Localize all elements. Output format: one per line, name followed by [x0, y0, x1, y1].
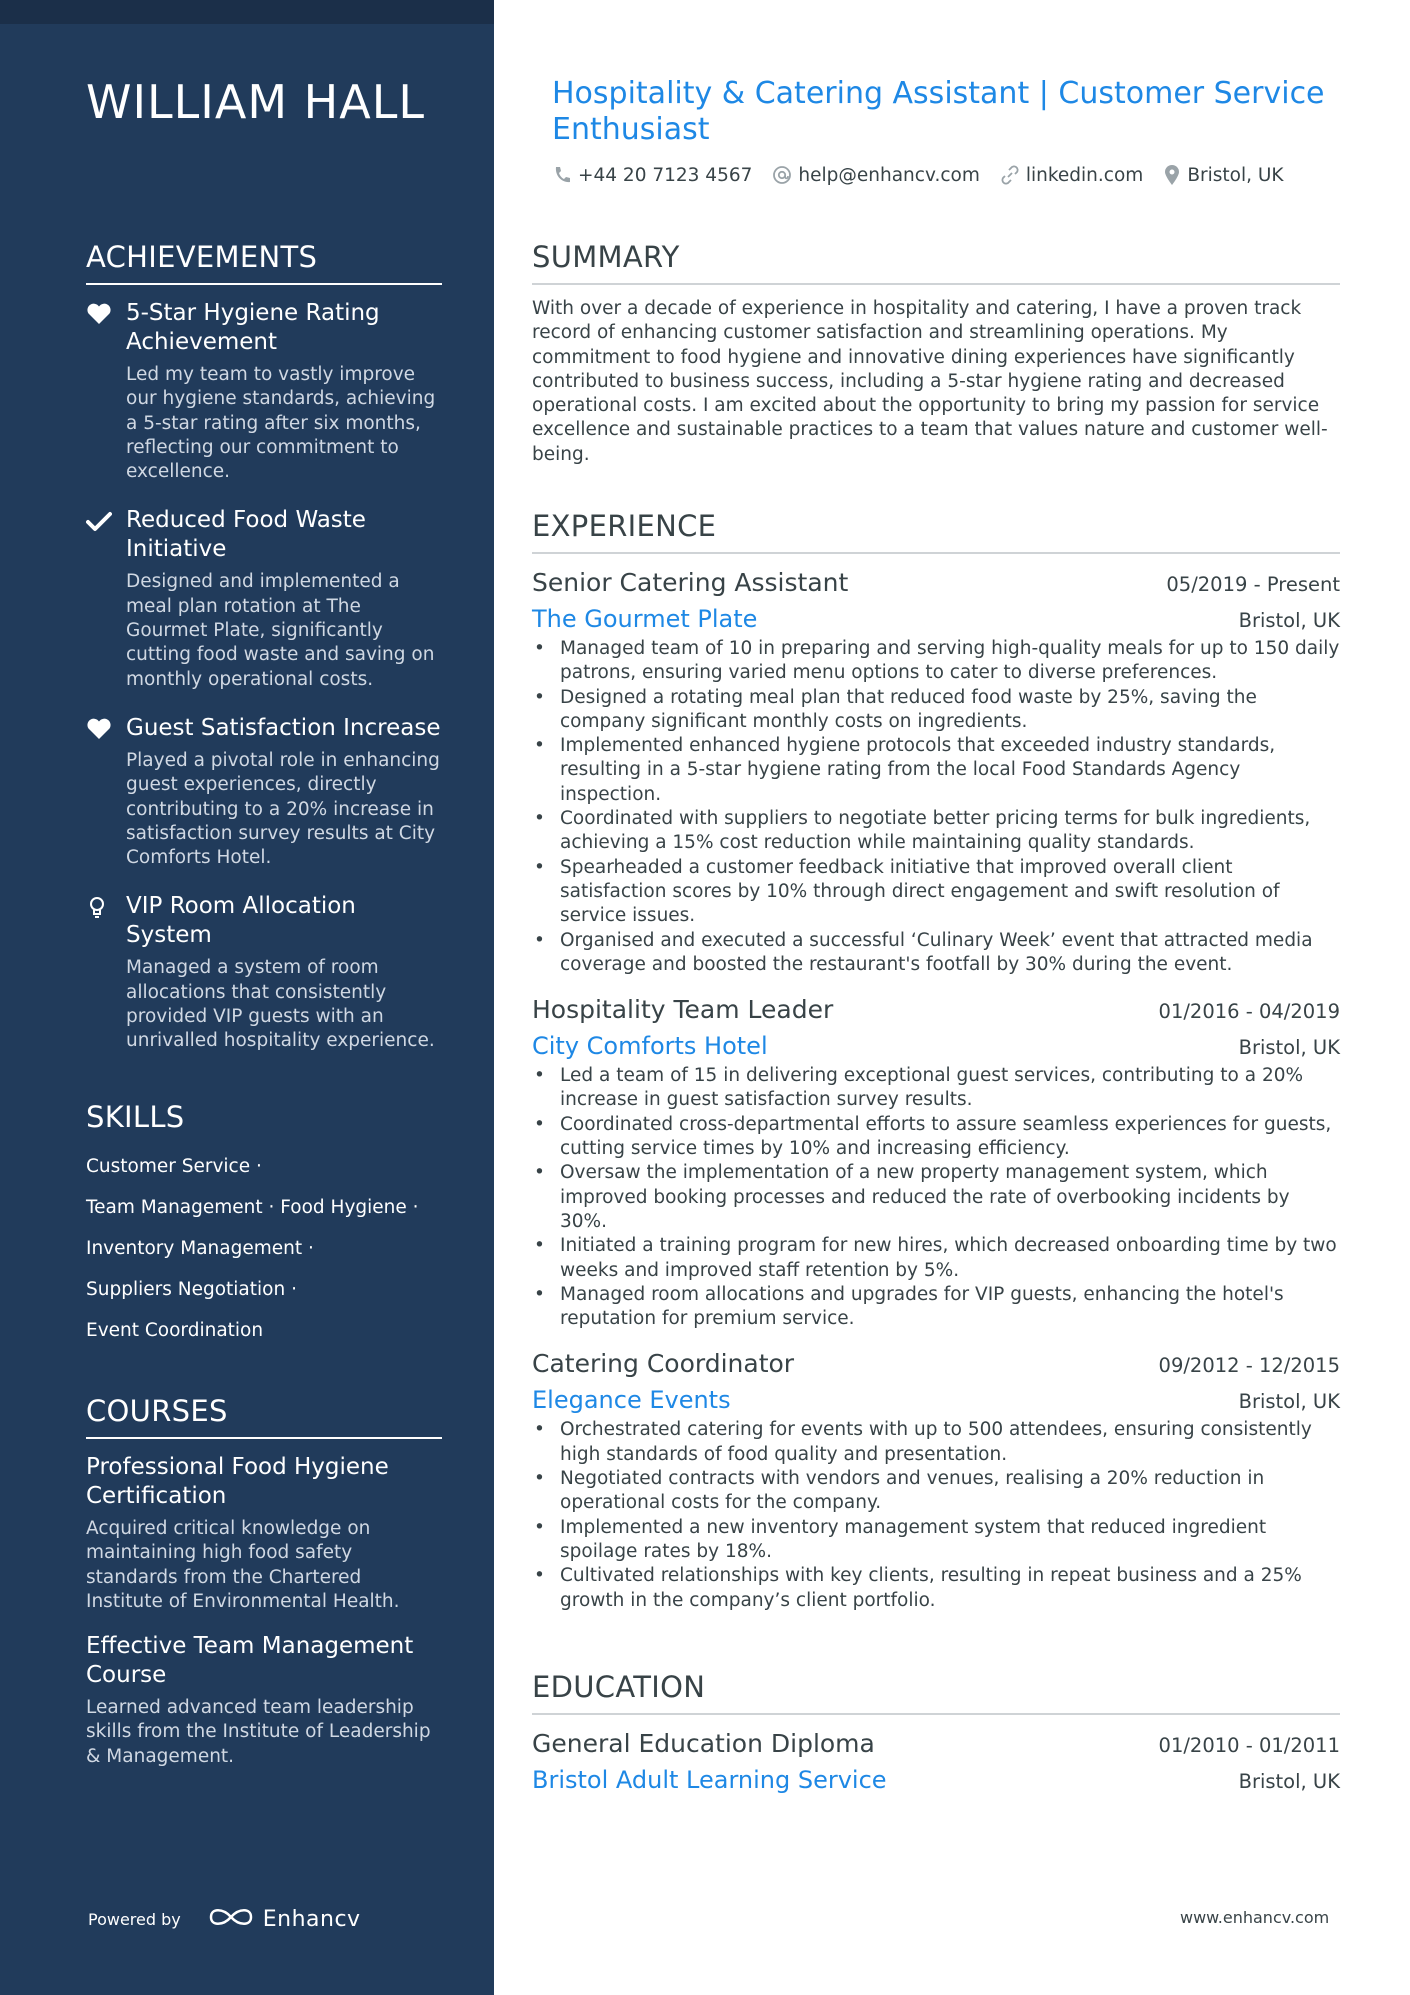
sidebar-top-strip: [0, 0, 494, 24]
achievement-item: [86, 506, 442, 691]
enhancv-brand[interactable]: Enhancv: [262, 1906, 361, 1932]
achievement-description: Managed a system of room allocations that consistently provided VIP guests with an unrivalled hospitality experience.: [126, 957, 435, 1052]
job-role: Senior Catering Assistant: [532, 568, 849, 597]
job-bullet: • Oversaw the implementation of a new property management system, which improved booking processes and reduced the rate of overbooking incidents by 30%.: [532, 1161, 1340, 1234]
skill-item: Inventory Management ·: [86, 1238, 314, 1259]
footer-url[interactable]: www.enhancv.com: [1180, 1908, 1330, 1927]
skill-item: Suppliers Negotiation ·: [86, 1279, 297, 1300]
skills-heading: SKILLS: [86, 1100, 185, 1134]
job-date: 09/2012 - 12/2015: [1158, 1354, 1340, 1378]
education-location: Bristol, UK: [1238, 1770, 1340, 1793]
powered-by-label: Powered by: [88, 1909, 181, 1929]
skill-item: Team Management · Food Hygiene ·: [86, 1197, 419, 1218]
phone-text: +44 20 7123 4567: [578, 164, 753, 186]
job-bullet: • Initiated a training program for new hires, which decreased onboarding time by two weeks and improved staff retention by 5%.: [532, 1234, 1340, 1283]
education-entry: [532, 1729, 1340, 1794]
skills-section: [86, 1100, 442, 1351]
job-date: 05/2019 - Present: [1166, 573, 1340, 596]
location-pin-icon: [1163, 164, 1181, 186]
check-icon: [86, 506, 126, 691]
achievement-description: Designed and implemented a meal plan rotation at The Gourmet Plate, significantly cutting food waste and saving on monthly operational costs.: [126, 571, 435, 690]
headline: Hospitality & Catering Assistant | Customer Service Enthusiast: [552, 76, 1325, 147]
enhancv-logo-icon: [207, 1904, 255, 1934]
job-bullet: • Cultivated relationships with key clients, resulting in repeat business and a 25% growth in the company’s client portfolio.: [532, 1564, 1340, 1613]
achievement-description: Led my team to vastly improve our hygiene standards, achieving a 5-star rating after six months, reflecting our commitment to excellence.: [126, 364, 436, 483]
powered-by: [88, 1904, 361, 1934]
course-title: Effective Team Management Course: [86, 1633, 414, 1689]
job-bullet: • Implemented enhanced hygiene protocols that exceeded industry standards, resulting in a 5-star hygiene rating from the local Food Standards Agency inspection.: [532, 734, 1340, 807]
job-role: Hospitality Team Leader: [532, 995, 834, 1025]
sidebar: [0, 0, 494, 1995]
job-bullet: • Led a team of 15 in delivering exceptional guest services, contributing to a 20% increase in guest satisfaction survey results.: [532, 1064, 1340, 1113]
achievement-title: VIP Room Allocation System: [126, 893, 356, 949]
job-bullet: • Coordinated cross-departmental efforts to assure seamless experiences for guests, cutting service times by 10% and increasing efficiency.: [532, 1113, 1340, 1162]
job-bullet: • Managed team of 10 in preparing and serving high-quality meals for up to 150 daily patrons, ensuring varied menu options to cater to diverse preferences.: [532, 637, 1340, 686]
job-entry: [532, 568, 1340, 977]
achievement-title: 5-Star Hygiene Rating Achievement: [126, 300, 380, 355]
course-description: Acquired critical knowledge on maintaining high food safety standards from the Chartered Institute of Environmental Health.: [86, 1518, 400, 1612]
achievement-item: [86, 299, 442, 484]
job-bullet: • Spearheaded a customer feedback initiative that improved overall client satisfaction scores by 10% through direct engagement and swift resolution of service issues.: [532, 856, 1340, 929]
experience-heading: EXPERIENCE: [532, 509, 1340, 554]
job-bullet: • Implemented a new inventory management system that reduced ingredient spoilage rates by 18%.: [532, 1516, 1340, 1565]
heart-icon: [86, 714, 126, 870]
achievement-title: Guest Satisfaction Increase: [126, 714, 441, 741]
linkedin-text: linkedin.com: [1025, 164, 1144, 186]
job-bullet: • Managed room allocations and upgrades for VIP guests, enhancing the hotel's reputation for premium service.: [532, 1283, 1340, 1332]
job-entry: [532, 1349, 1340, 1612]
achievement-item: [86, 892, 442, 1053]
achievements-section: [86, 240, 442, 1076]
phone-icon: [552, 165, 572, 185]
link-icon: [1000, 165, 1020, 185]
course-description: Learned advanced team leadership skills from the Institute of Leadership & Management.: [86, 1697, 431, 1767]
job-entry: [532, 995, 1340, 1331]
job-bullet: • Designed a rotating meal plan that reduced food waste by 25%, saving the company significant monthly costs on ingredients.: [532, 686, 1340, 735]
candidate-name: WILLIAM HALL: [86, 75, 425, 129]
achievement-description: Played a pivotal role in enhancing guest experiences, directly contributing to a 20% increase in satisfaction survey results at City Comforts Hotel.: [126, 749, 440, 869]
skill-item: Event Coordination: [86, 1320, 264, 1341]
contact-phone[interactable]: [552, 165, 752, 186]
skill-item: Customer Service ·: [86, 1156, 262, 1177]
job-bullet: • Negotiated contracts with vendors and venues, realising a 20% reduction in operational costs for the company.: [532, 1467, 1340, 1516]
job-bullet: • Orchestrated catering for events with up to 500 attendees, ensuring consistently high standards of food quality and presentation.: [532, 1418, 1340, 1467]
contact-location: [1163, 164, 1283, 186]
job-company: City Comforts Hotel: [532, 1032, 768, 1061]
education-degree: General Education Diploma: [532, 1729, 875, 1758]
summary-text: With over a decade of experience in hospitality and catering, I have a proven track record of enhancing customer satisfaction and streamlining operations. My commitment to food hygiene and innovative dining experiences have significantly contributed to business success, including a 5-star hygiene rating and decreased operational costs. I am excited about the opportunity to bring my passion for service excellence and sustainable practices to a team that values nature and customer well-being.: [532, 298, 1328, 465]
job-role: Catering Coordinator: [532, 1349, 795, 1379]
achievements-heading: ACHIEVEMENTS: [86, 240, 442, 285]
contact-bar: [552, 164, 1304, 186]
experience-section: [532, 509, 1340, 1613]
education-heading: EDUCATION: [532, 1670, 1340, 1715]
at-icon: [772, 165, 792, 185]
job-bullet: • Organised and executed a successful ‘Culinary Week’ event that attracted media coverage and boosted the restaurant's footfall by 30% during the event.: [532, 929, 1340, 978]
contact-email[interactable]: [772, 165, 979, 186]
email-text: help@enhancv.com: [798, 164, 980, 186]
contact-linkedin[interactable]: [1000, 165, 1143, 186]
summary-heading: SUMMARY: [532, 240, 1340, 285]
summary-section: [532, 240, 1340, 467]
education-date: 01/2010 - 01/2011: [1158, 1734, 1340, 1757]
location-text: Bristol, UK: [1187, 164, 1284, 186]
job-location: Bristol, UK: [1238, 1390, 1340, 1414]
course-title: Professional Food Hygiene Certification: [86, 1454, 389, 1509]
lightbulb-icon: [86, 892, 126, 1053]
education-school: Bristol Adult Learning Service: [532, 1766, 887, 1794]
achievement-title: Reduced Food Waste Initiative: [126, 507, 366, 563]
education-section: [532, 1670, 1340, 1794]
achievement-item: [86, 714, 442, 870]
job-bullet: • Coordinated with suppliers to negotiate better pricing terms for bulk ingredients, achieving a 15% cost reduction while maintaining quality standards.: [532, 807, 1340, 856]
job-location: Bristol, UK: [1238, 1036, 1340, 1060]
courses-heading: COURSES: [86, 1394, 442, 1439]
courses-section: [86, 1394, 442, 1787]
job-location: Bristol, UK: [1238, 609, 1340, 632]
heart-icon: [86, 299, 126, 484]
job-company: Elegance Events: [532, 1386, 731, 1415]
course-item: [86, 1632, 442, 1769]
course-item: [86, 1453, 442, 1614]
job-company: The Gourmet Plate: [532, 605, 758, 633]
job-date: 01/2016 - 04/2019: [1158, 1000, 1340, 1024]
